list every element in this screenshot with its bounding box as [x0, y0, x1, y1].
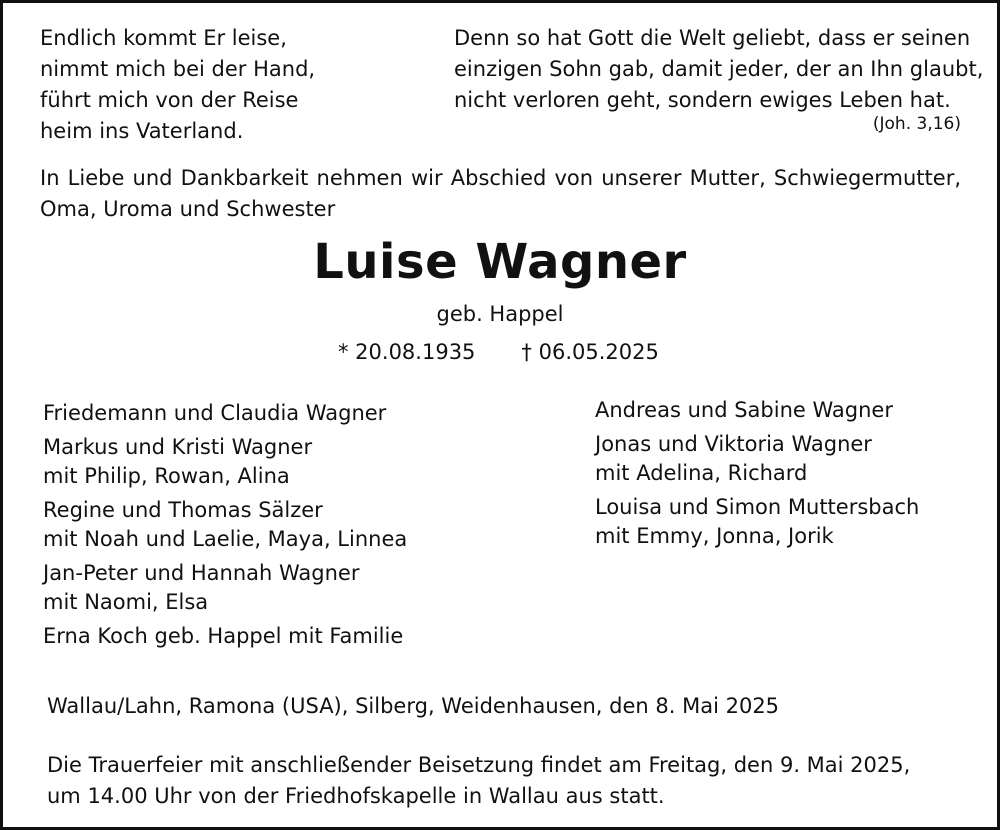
family-group	[595, 430, 919, 488]
funeral-line: Die Trauerfeier mit anschließender Beisetzung findet am Freitag, den 9. Mai 2025,	[47, 753, 911, 777]
family-names: Louisa und Simon Muttersbach	[595, 495, 920, 519]
family-children: mit Noah und Laelie, Maya, Linnea	[43, 527, 408, 551]
poem-line: Endlich kommt Er leise,	[40, 26, 287, 50]
family-names: Friedemann und Claudia Wagner	[43, 401, 387, 425]
family-names: Jonas und Viktoria Wagner	[595, 432, 872, 456]
intro-text: In Liebe und Dankbarkeit nehmen wir Abschied von unserer Mutter, Schwiegermutter, Oma, Uroma und Schwester	[40, 166, 961, 221]
deceased-name: Luise Wagner	[313, 234, 687, 290]
family-children: mit Philip, Rowan, Alina	[43, 464, 290, 488]
family-names: Andreas und Sabine Wagner	[595, 398, 893, 422]
funeral-line: um 14.00 Uhr von der Friedhofskapelle in Wallau aus statt.	[47, 784, 665, 808]
family-list-left	[43, 399, 407, 656]
family-children: mit Adelina, Richard	[595, 461, 808, 485]
life-dates	[338, 337, 659, 368]
verse-line: nicht verloren geht, sondern ewiges Leben hat.	[454, 88, 951, 112]
family-children: mit Emmy, Jonna, Jorik	[595, 524, 834, 548]
family-group	[595, 396, 919, 425]
funeral-info	[47, 750, 910, 812]
family-list-right	[595, 396, 919, 556]
poem	[40, 23, 315, 147]
poem-line: führt mich von der Reise	[40, 88, 299, 112]
family-children: mit Naomi, Elsa	[43, 590, 209, 614]
place-and-date: Wallau/Lahn, Ramona (USA), Silberg, Weidenhausen, den 8. Mai 2025	[47, 694, 780, 718]
family-group	[43, 399, 407, 428]
verse-line: Denn so hat Gott die Welt geliebt, dass er seinen	[454, 26, 971, 50]
bible-verse	[454, 23, 983, 116]
verse-line: einzigen Sohn gab, damit jeder, der an Ihn glaubt,	[454, 57, 984, 81]
family-names: Markus und Kristi Wagner	[43, 435, 313, 459]
death-date: † 06.05.2025	[521, 340, 659, 364]
family-names: Erna Koch geb. Happel mit Familie	[43, 624, 404, 648]
family-group	[43, 496, 407, 554]
family-names: Regine und Thomas Sälzer	[43, 498, 323, 522]
birth-name: geb. Happel	[436, 302, 564, 326]
verse-reference: (Joh. 3,16)	[872, 114, 961, 134]
poem-line: heim ins Vaterland.	[40, 119, 244, 143]
family-group	[595, 493, 919, 551]
poem-line: nimmt mich bei der Hand,	[40, 57, 316, 81]
family-group	[43, 559, 407, 617]
family-names: Jan-Peter und Hannah Wagner	[43, 561, 360, 585]
birth-date: * 20.08.1935	[338, 340, 476, 364]
family-group	[43, 433, 407, 491]
family-group	[43, 622, 407, 651]
